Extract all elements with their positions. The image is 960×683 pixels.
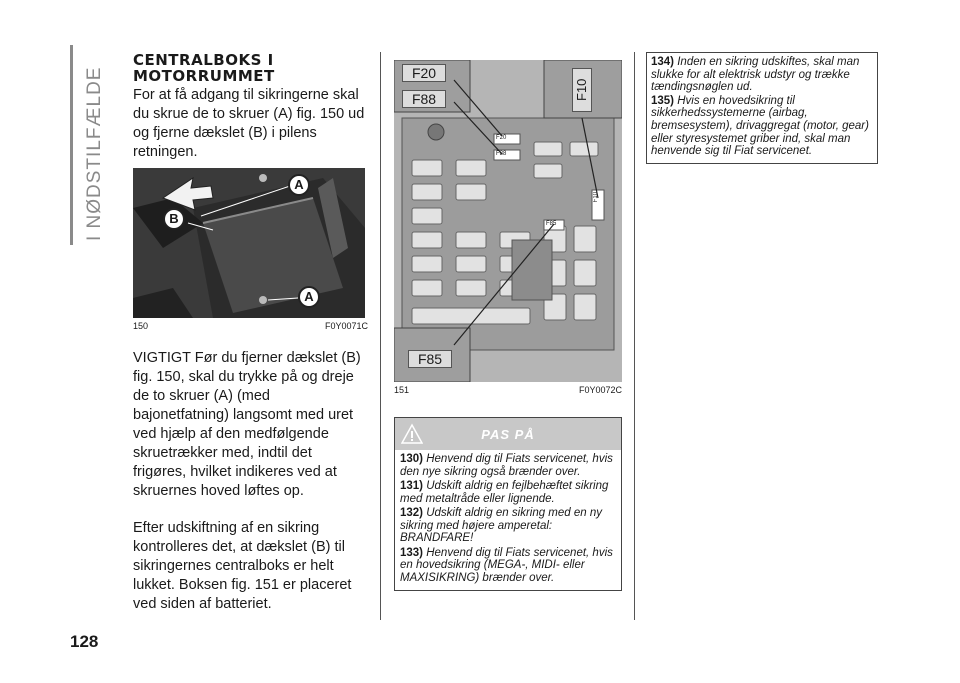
callout-f20: F20 <box>402 64 446 82</box>
warning-item-text: Hvis en hovedsikring til sikkerhedssystemerne (airbag, bremsesystem), drivaggregat (motor, gear) eller styresystemet griber ind, skal man henvende sig til Fiat servicenet. <box>651 94 869 158</box>
warning-continuation-box <box>646 52 878 164</box>
warning-item-text: Udskift aldrig en fejlbehæftet sikring med metaltråde eller lignende. <box>400 480 609 505</box>
warning-item-text: Henvend dig til Fiats servicenet, hvis en hovedsikring (MEGA-, MIDI- eller MAXISIKRING) brænder over. <box>400 546 613 584</box>
chapter-tab <box>70 45 110 245</box>
figure-150-code: F0Y0071C <box>324 321 368 331</box>
column-divider-1 <box>380 52 381 620</box>
column-divider-2 <box>634 52 635 620</box>
fuse-label-f10: F10 <box>593 192 599 203</box>
warning-box <box>394 417 622 591</box>
figure-151-fusebox <box>394 60 622 382</box>
warning-item-number: 131) <box>400 480 424 492</box>
fuse-label-f85: F85 <box>546 221 557 227</box>
warning-item <box>651 56 873 94</box>
warning-item-text: Udskift aldrig en sikring med en ny sikring med højere amperetal: BRANDFARE! <box>400 507 603 544</box>
warning-item <box>400 453 616 478</box>
warning-body <box>395 450 621 590</box>
warning-item <box>651 95 873 158</box>
page-number: 128 <box>70 632 99 651</box>
warning-item-number: 132) <box>400 507 424 519</box>
warning-title: PAS PÅ <box>481 427 535 442</box>
section-heading-line2: MOTORRUMMET <box>133 67 275 85</box>
column-middle <box>394 60 622 591</box>
callout-b: B <box>163 208 185 230</box>
callout-f85: F85 <box>408 350 452 368</box>
callout-a-top: A <box>288 174 310 196</box>
figure-150-caption <box>133 321 368 331</box>
fuse-label-f20: F20 <box>496 135 507 141</box>
fuse-label-f88: F88 <box>496 151 507 157</box>
column-left <box>133 52 368 614</box>
warning-item <box>400 507 616 545</box>
warning-item <box>400 480 616 505</box>
chapter-tab-label: I NØDSTILFÆLDE <box>84 66 105 241</box>
figure-151-code: F0Y0072C <box>578 385 622 395</box>
warning-item-number: 134) <box>651 56 675 68</box>
callout-a-bottom: A <box>298 286 320 308</box>
warning-item-number: 133) <box>400 546 424 559</box>
section-heading-line1: CENTRALBOKS I <box>133 51 274 69</box>
warning-item-number: 130) <box>400 453 424 465</box>
figure-151-number: 151 <box>394 385 410 395</box>
warning-item <box>400 547 616 585</box>
figure-151-caption <box>394 385 622 395</box>
section-heading <box>133 52 368 84</box>
callout-f88: F88 <box>402 90 446 108</box>
chapter-tab-bar <box>70 45 73 245</box>
closing-paragraph: Efter udskiftning af en sikring kontrolleres det, at dækslet (B) til sikringernes centralboks er helt lukket. Boksen fig. 151 er placeret ved siden af batteriet. <box>133 520 352 612</box>
important-paragraph: VIGTIGT Før du fjerner dækslet (B) fig. 150, skal du trykke på og dreje de to skruer (A) (med bajonetfatning) langsomt med uret ved hjælp af den medfølgende skruetrækker med, indtil det frigøres, hvilket indikeres ved at skruernes hoved løftes op. <box>133 350 361 499</box>
warning-item-text: Henvend dig til Fiats servicenet, hvis den nye sikring også brænder over. <box>400 453 613 478</box>
intro-paragraph: For at få adgang til sikringerne skal du skrue de to skruer (A) fig. 150 ud og fjerne dækslet (B) i pilens retningen. <box>133 87 365 160</box>
figure-150-photo <box>133 168 365 318</box>
engine-cover-photo <box>133 168 365 318</box>
warning-item-number: 135) <box>651 94 675 107</box>
figure-150-number: 150 <box>133 321 149 331</box>
callout-f10: F10 <box>572 68 592 112</box>
warning-item-text: Inden en sikring udskiftes, skal man slukke for alt elektrisk udstyr og trække tændingsnøglen ud. <box>651 56 860 94</box>
warning-header <box>395 418 621 450</box>
